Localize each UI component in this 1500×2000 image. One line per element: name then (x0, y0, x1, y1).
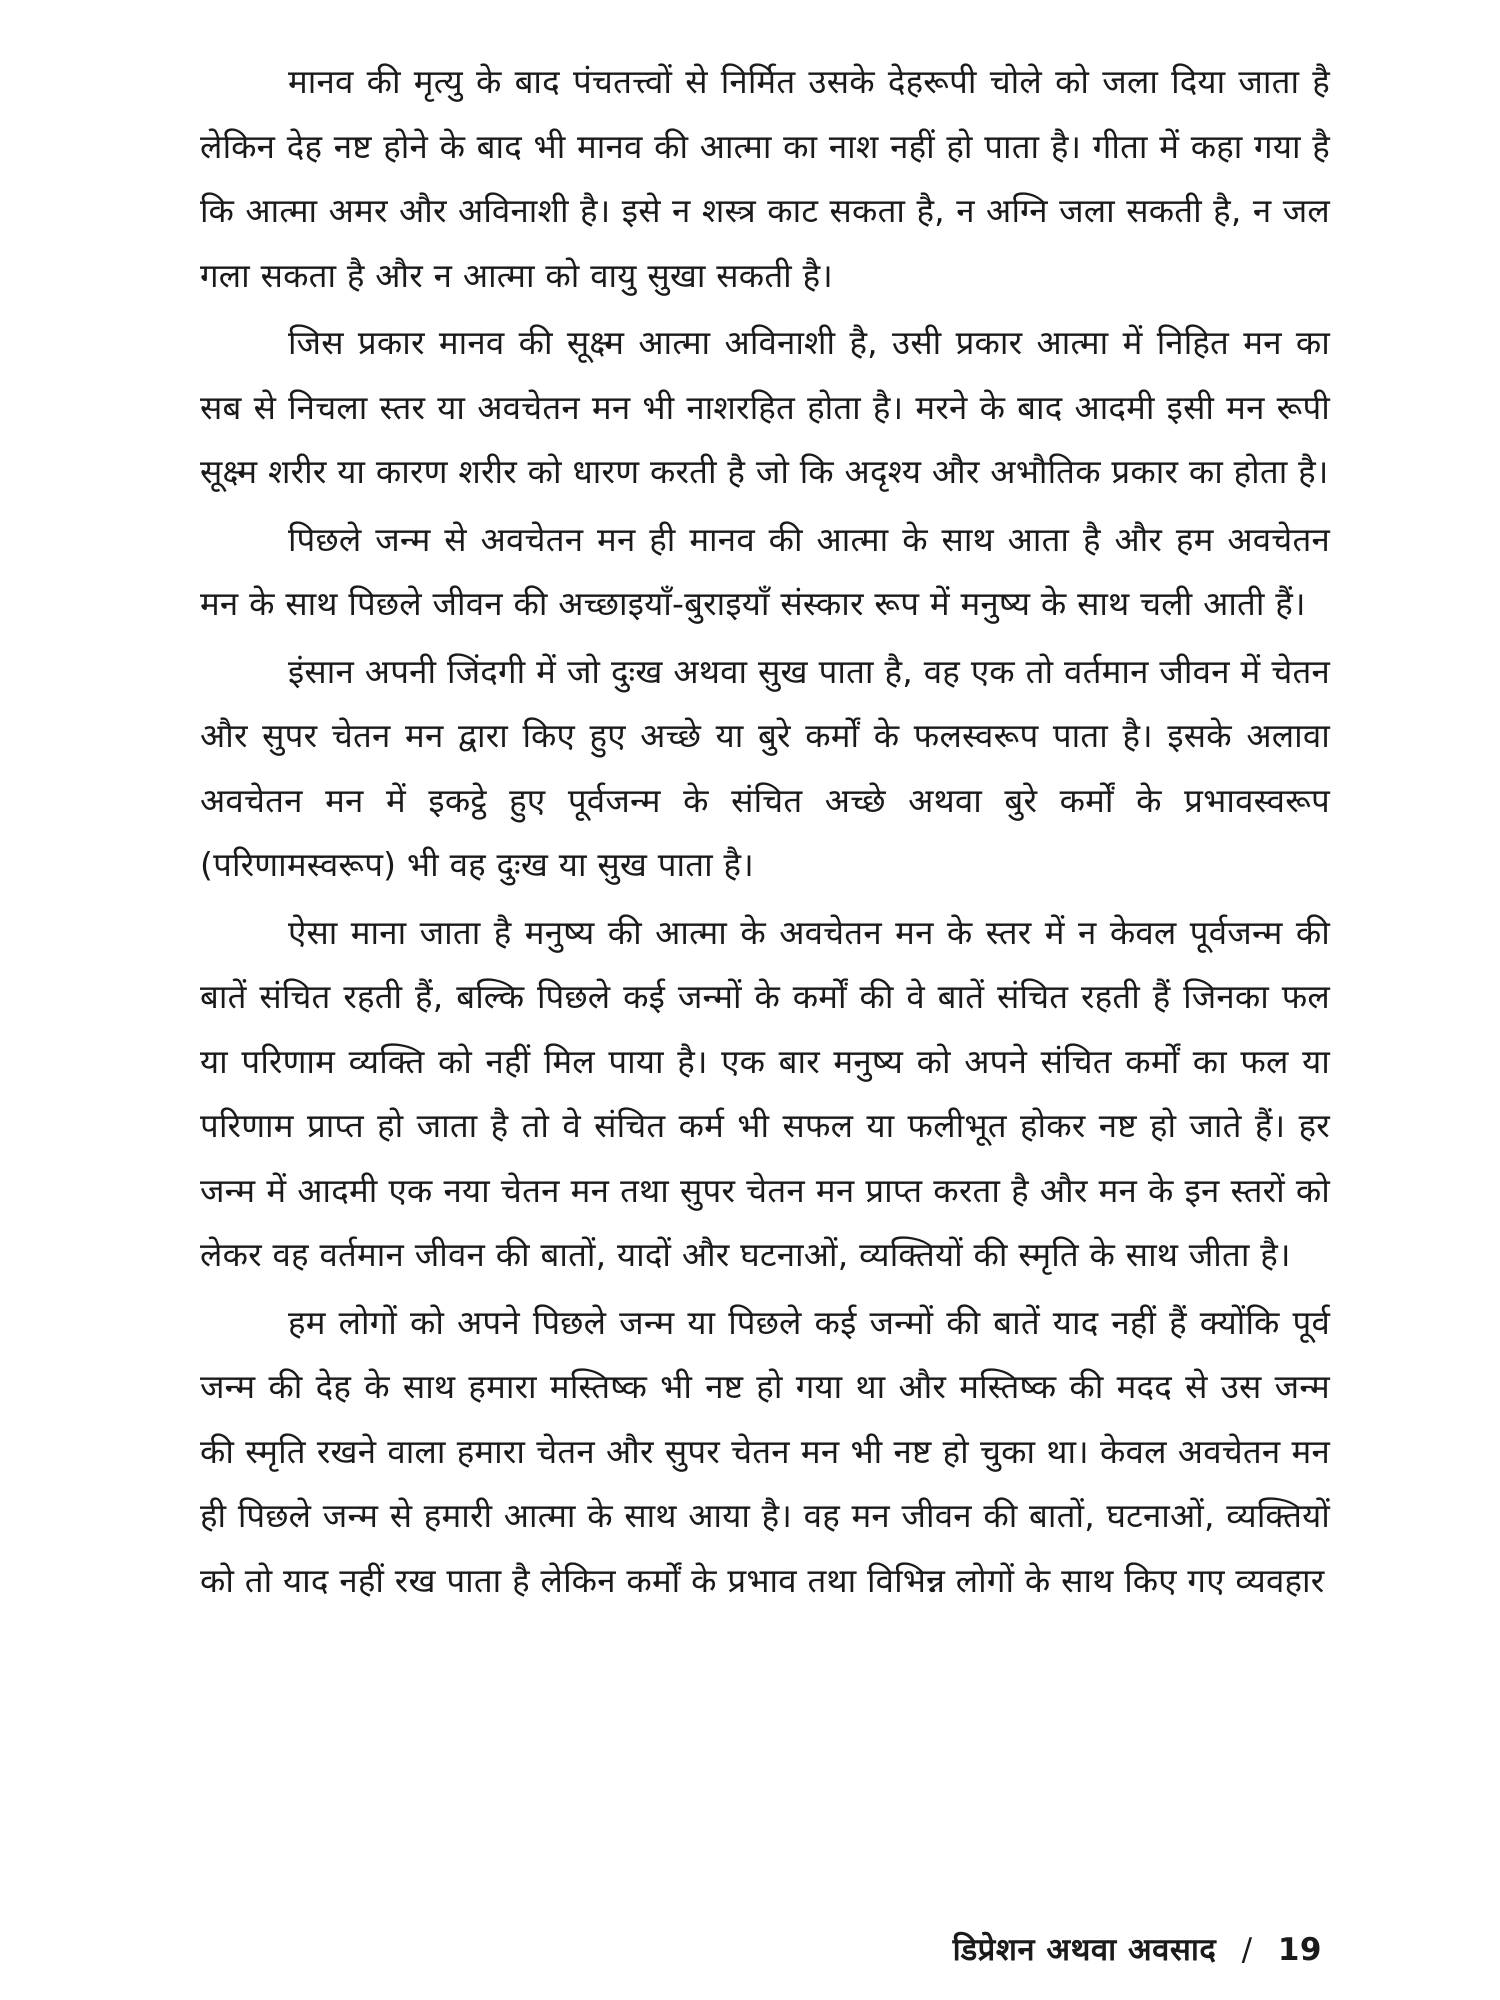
paragraph-2: जिस प्रकार मानव की सूक्ष्म आत्मा अविनाशी है, उसी प्रकार आत्मा में निहित मन का सब से निचला स्तर या अवचेतन मन भी नाशरहित होता है। मरने के बाद आदमी इसी मन रूपी सूक्ष्म शरीर या कारण शरीर को धारण करती है जो कि अदृश्य और अभौतिक प्रकार का होता है। (200, 323, 1330, 491)
paragraph-4: इंसान अपनी जिंदगी में जो दुःख अथवा सुख पाता है, वह एक तो वर्तमान जीवन में चेतन और सुपर चेतन मन द्वारा किए हुए अच्छे या बुरे कर्मों के फलस्वरूप पाता है। इसके अलावा अवचेतन मन में इकट्ठे हुए पूर्वजन्म के संचित अच्छे अथवा बुरे कर्मों के प्रभावस्वरूप (परिणामस्वरूप) भी वह दुःख या सुख पाता है। (200, 651, 1330, 884)
page-body (200, 50, 1330, 1930)
book-title: डिप्रेशन अथवा अवसाद (952, 1932, 1217, 1968)
footer-separator: / (1241, 1932, 1253, 1968)
paragraph-5: ऐसा माना जाता है मनुष्य की आत्मा के अवचेतन मन के स्तर में न केवल पूर्वजन्म की बातें संचित रहती हैं, बल्कि पिछले कई जन्मों के कर्मों की वे बातें संचित रहती हैं जिनका फल या परिणाम व्यक्ति को नहीं मिल पाया है। एक बार मनुष्य को अपने संचित कर्मों का फल या परिणाम प्राप्त हो जाता है तो वे संचित कर्म भी सफल या फलीभूत होकर नष्ट हो जाते हैं। हर जन्म में आदमी एक नया चेतन मन तथा सुपर चेतन मन प्राप्त करता है और मन के इन स्तरों को लेकर वह वर्तमान जीवन की बातों, यादों और घटनाओं, व्यक्तियों की स्मृति के साथ जीता है। (200, 912, 1330, 1274)
paragraph-6: हम लोगों को अपने पिछले जन्म या पिछले कई जन्मों की बातें याद नहीं हैं क्योंकि पूर्व जन्म की देह के साथ हमारा मस्तिष्क भी नष्ट हो गया था और मस्तिष्क की मदद से उस जन्म की स्मृति रखने वाला हमारा चेतन और सुपर चेतन मन भी नष्ट हो चुका था। केवल अवचेतन मन ही पिछले जन्म से हमारी आत्मा के साथ आया है। वह मन जीवन की बातों, घटनाओं, व्यक्तियों को तो याद नहीं रख पाता है लेकिन कर्मों के प्रभाव तथा विभिन्न लोगों के साथ किए गए व्यवहार (200, 1302, 1330, 1600)
page-number: 19 (1277, 1932, 1322, 1968)
paragraph-3: पिछले जन्म से अवचेतन मन ही मानव की आत्मा के साथ आता है और हम अवचेतन मन के साथ पिछले जीवन की अच्छाइयाँ-बुराइयाँ संस्कार रूप में मनुष्य के साथ चली आती हैं। (200, 519, 1330, 623)
paragraph-1: मानव की मृत्यु के बाद पंचतत्त्वों से निर्मित उसके देहरूपी चोले को जला दिया जाता है लेकिन देह नष्ट होने के बाद भी मानव की आत्मा का नाश नहीं हो पाता है। गीता में कहा गया है कि आत्मा अमर और अविनाशी है। इसे न शस्त्र काट सकता है, न अग्नि जला सकती है, न जल गला सकता है और न आत्मा को वायु सुखा सकती है। (200, 62, 1330, 295)
page-footer (953, 1928, 1322, 1970)
